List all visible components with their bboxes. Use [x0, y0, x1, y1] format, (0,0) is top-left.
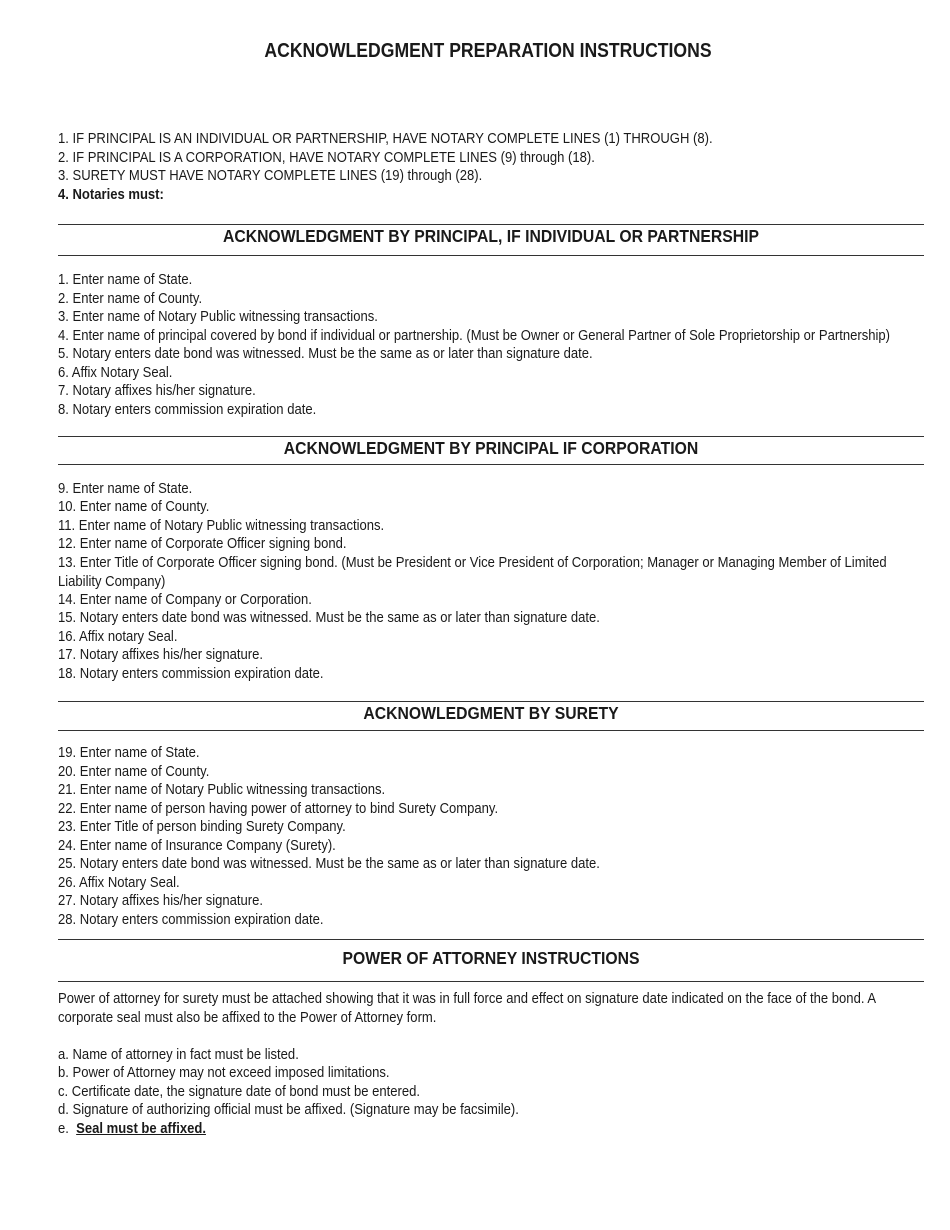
seal-requirement: Seal must be affixed. — [76, 1121, 206, 1137]
list-item: 18. Notary enters commission expiration date. — [58, 666, 324, 682]
intro-item: 1. IF PRINCIPAL IS AN INDIVIDUAL OR PARTNERSHIP, HAVE NOTARY COMPLETE LINES (1) THROUGH (8). — [58, 131, 713, 147]
list-item: 7. Notary affixes his/her signature. — [58, 383, 256, 399]
section-title-corporation: ACKNOWLEDGMENT BY PRINCIPAL IF CORPORATION — [283, 438, 699, 458]
list-item: 2. Enter name of County. — [58, 291, 203, 307]
list-item: 22. Enter name of person having power of attorney to bind Surety Company. — [58, 801, 499, 817]
list-item — [58, 1120, 206, 1139]
list-item: 15. Notary enters date bond was witnessed. Must be the same as or later than signature date. — [58, 610, 600, 626]
list-item: 20. Enter name of County. — [58, 764, 210, 780]
list-item: 23. Enter Title of person binding Surety Company. — [58, 819, 346, 835]
list-item: d. Signature of authorizing official must be affixed. (Signature may be facsimile). — [58, 1102, 519, 1118]
list-item: 8. Notary enters commission expiration date. — [58, 402, 317, 418]
intro-item: 4. Notaries must: — [58, 187, 164, 203]
list-item: 25. Notary enters date bond was witnessed. Must be the same as or later than signature date. — [58, 856, 600, 872]
list-item: 16. Affix notary Seal. — [58, 629, 178, 645]
intro-item: 2. IF PRINCIPAL IS A CORPORATION, HAVE NOTARY COMPLETE LINES (9) through (18). — [58, 150, 595, 166]
divider — [58, 981, 924, 982]
list-item: 17. Notary affixes his/her signature. — [58, 647, 264, 663]
list-item: c. Certificate date, the signature date of bond must be entered. — [58, 1084, 421, 1100]
divider — [58, 436, 924, 437]
list-item: 26. Affix Notary Seal. — [58, 875, 180, 891]
divider — [58, 464, 924, 465]
list-item: 3. Enter name of Notary Public witnessing transactions. — [58, 309, 378, 325]
list-item: 12. Enter name of Corporate Officer signing bond. — [58, 536, 347, 552]
list-item: 4. Enter name of principal covered by bond if individual or partnership. (Must be Owner or General Partner of Sole Proprietorship or Partnership) — [58, 328, 890, 344]
divider — [58, 701, 924, 702]
section-title-individual: ACKNOWLEDGMENT BY PRINCIPAL, IF INDIVIDUAL OR PARTNERSHIP — [222, 226, 760, 246]
list-item: 6. Affix Notary Seal. — [58, 365, 173, 381]
list-item: a. Name of attorney in fact must be listed. — [58, 1047, 299, 1063]
list-item: b. Power of Attorney may not exceed imposed limitations. — [58, 1065, 390, 1081]
list-item: 5. Notary enters date bond was witnessed. Must be the same as or later than signature date. — [58, 346, 593, 362]
list-item: 21. Enter name of Notary Public witnessing transactions. — [58, 782, 386, 798]
divider — [58, 224, 924, 225]
list-item: 11. Enter name of Notary Public witnessing transactions. — [58, 518, 385, 534]
list-item: 28. Notary enters commission expiration date. — [58, 912, 324, 928]
list-item: 27. Notary affixes his/her signature. — [58, 893, 264, 909]
section-title-poa: POWER OF ATTORNEY INSTRUCTIONS — [342, 948, 640, 968]
list-item-marker: e. — [58, 1121, 77, 1137]
poa-paragraph: Power of attorney for surety must be attached showing that it was in full force and effect on signature date indicated on the face of the bond. A corporate seal must also be affixed to the Power of Attorney form. — [58, 991, 876, 1026]
section-title-surety: ACKNOWLEDGMENT BY SURETY — [363, 703, 619, 723]
list-item: 24. Enter name of Insurance Company (Surety). — [58, 838, 336, 854]
list-item: 10. Enter name of County. — [58, 499, 210, 515]
divider — [58, 255, 924, 256]
divider — [58, 730, 924, 731]
page-title: ACKNOWLEDGMENT PREPARATION INSTRUCTIONS — [264, 40, 712, 62]
intro-item: 3. SURETY MUST HAVE NOTARY COMPLETE LINES (19) through (28). — [58, 168, 483, 184]
list-item: 13. Enter Title of Corporate Officer signing bond. (Must be President or Vice President of Corporation; Manager or Managing Member of Limited Liability Company) — [58, 555, 887, 590]
list-item: 14. Enter name of Company or Corporation. — [58, 592, 312, 608]
list-item: 1. Enter name of State. — [58, 272, 193, 288]
list-item: 19. Enter name of State. — [58, 745, 200, 761]
list-item: 9. Enter name of State. — [58, 481, 193, 497]
divider — [58, 939, 924, 940]
